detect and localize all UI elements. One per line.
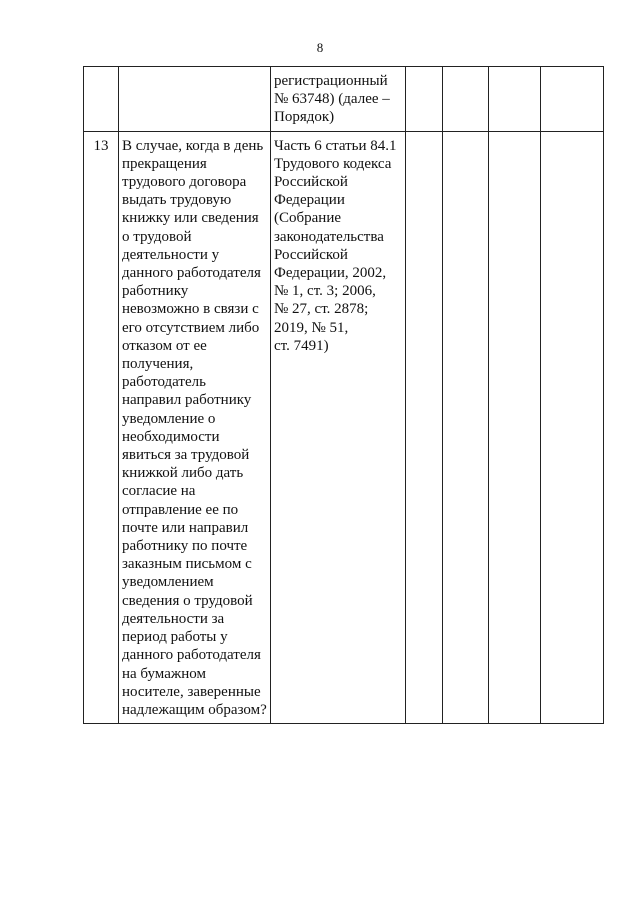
page-number: 8 (316, 40, 324, 55)
answer-no-cell (443, 131, 489, 724)
answer-not-applicable-cell (489, 67, 541, 132)
row-number-cell: 13 (84, 131, 119, 724)
legal-reference-cell: регистрационный № 63748) (далее – Порядок) (271, 67, 406, 132)
question-cell: В случае, когда в день прекращения трудового договора выдать трудовую книжку или сведения о трудовой деятельности у данного работодателя работнику невозможно в связи с его отсутствием либо отказом от ее получения, работодатель направил работнику уведомление о необходимости явиться за трудовой книжкой либо дать согласие на отправление ее по почте или направил работнику по почте заказным письмом с уведомлением сведения о трудовой деятельности за период работы у данного работодателя на бумажном носителе, заверенные надлежащим образом? (119, 131, 271, 724)
answer-no-cell (443, 67, 489, 132)
legal-reference-cell: Часть 6 статьи 84.1 Трудового кодекса Российской Федерации (Собрание законодательства Российской Федерации, 2002, № 1, ст. 3; 2006, № 27, ст. 2878; 2019, № 51, ст. 7491) (271, 131, 406, 724)
table-row (84, 131, 604, 724)
note-cell (541, 67, 604, 132)
answer-not-applicable-cell (489, 131, 541, 724)
answer-yes-cell (406, 67, 443, 132)
checklist-table (83, 66, 604, 724)
question-cell (119, 67, 271, 132)
table-row (84, 67, 604, 132)
answer-yes-cell (406, 131, 443, 724)
row-number-cell (84, 67, 119, 132)
note-cell (541, 131, 604, 724)
